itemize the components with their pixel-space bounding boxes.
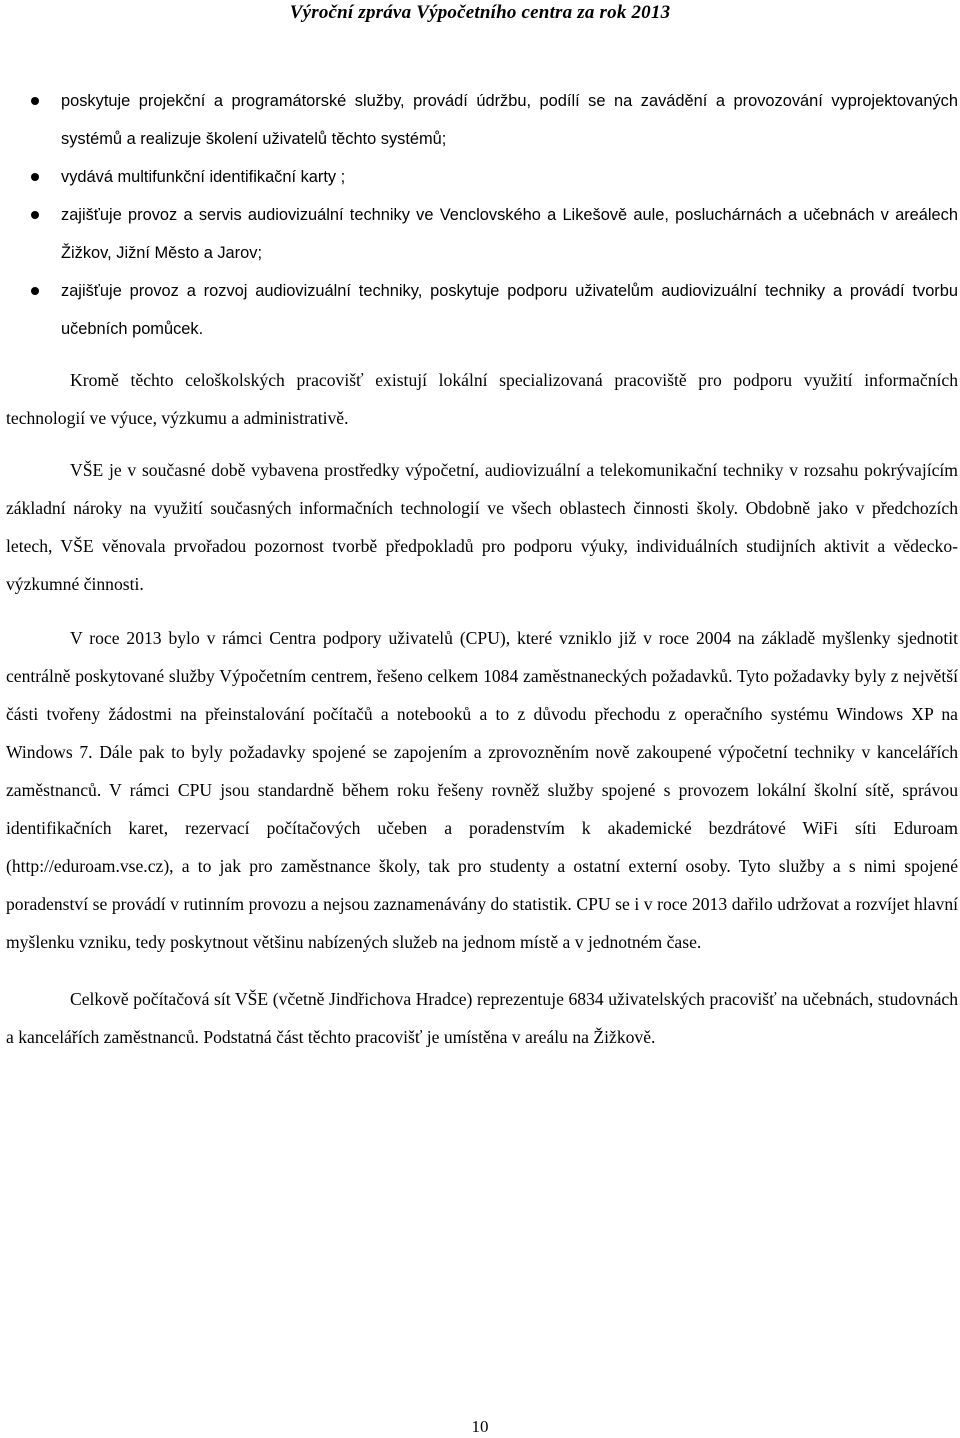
- bullet-icon: [31, 173, 39, 181]
- bullet-item: [6, 158, 958, 196]
- bullet-text: zajišťuje provoz a rozvoj audiovizuální techniky, poskytuje podporu uživatelům audiovizuální techniky a provádí tvorbu učebních pomůcek.: [61, 282, 958, 338]
- bullet-item: [6, 196, 958, 272]
- bullet-item: [6, 272, 958, 348]
- page-number: 10: [471, 1417, 489, 1436]
- bullet-icon: [31, 211, 39, 219]
- bullet-text: zajišťuje provoz a servis audiovizuální techniky ve Venclovského a Likešově aule, posluchárnách a učebnách v areálech Žižkov, Jižní Město a Jarov;: [61, 206, 958, 262]
- bullet-item: [6, 82, 958, 158]
- bullet-icon: [31, 97, 39, 105]
- bullet-icon: [31, 287, 39, 295]
- bullet-text: vydává multifunkční identifikační karty ;: [61, 168, 346, 186]
- paragraph-user-support-center: V roce 2013 bylo v rámci Centra podpory uživatelů (CPU), které vzniklo již v roce 2004 na základě myšlenky sjednotit centrálně poskytované služby Výpočetním centrem, řešeno celkem 1084 zaměstnaneckých požadavků. Tyto požadavky byly z největší části tvořeny žádostmi na přeinstalování počítačů a notebooků a to z důvodu přechodu z operačního systému Windows XP na Windows 7. Dále pak to byly požadavky spojené se zapojením a zprovozněním nově zakoupené výpočetní techniky v kancelářích zaměstnanců. V rámci CPU jsou standardně během roku řešeny rovněž služby spojené s provozem lokální školní sítě, správou identifikačních karet, rezervací počítačových učeben a poradenstvím k akademické bezdrátové WiFi síti Eduroam (http://eduroam.vse.cz), a to jak pro zaměstnance školy, tak pro studenty a ostatní externí osoby. Tyto služby a s nimi spojené poradenství se provádí v rutinním provozu a nejsou zaznamenávány do statistik. CPU se i v roce 2013 dařilo udržovat a rozvíjet hlavní myšlenku vzniku, tedy poskytnout většinu nabízených služeb na jednom místě a v jednotném čase.: [6, 628, 958, 952]
- document-header: Výroční zpráva Výpočetního centra za rok 2013: [289, 2, 671, 23]
- services-bullet-list: [6, 82, 958, 348]
- bullet-text: poskytuje projekční a programátorské služby, provádí údržbu, podílí se na zavádění a provozování vyprojektovaných systémů a realizuje školení uživatelů těchto systémů;: [61, 92, 958, 148]
- document-body: [6, 82, 958, 1056]
- paragraph-network-workstations: Celkově počítačová sít VŠE (včetně Jindřichova Hradce) reprezentuje 6834 uživatelských pracovišť na učebnách, studovnách a kancelářích zaměstnanců. Podstatná část těchto pracovišť je umístěna v areálu na Žižkově.: [6, 989, 958, 1047]
- paragraph-local-workplaces: Kromě těchto celoškolských pracovišť existují lokální specializovaná pracoviště pro podporu využití informačních technologií ve výuce, výzkumu a administrativě.: [6, 370, 958, 428]
- paragraph-equipment: VŠE je v současné době vybavena prostředky výpočetní, audiovizuální a telekomunikační techniky v rozsahu pokrývajícím základní nároky na využití současných informačních technologií ve všech oblastech činnosti školy. Obdobně jako v předchozích letech, VŠE věnovala prvořadou pozornost tvorbě předpokladů pro podporu výuky, individuálních studijních aktivit a vědecko-výzkumné činnosti.: [6, 460, 958, 594]
